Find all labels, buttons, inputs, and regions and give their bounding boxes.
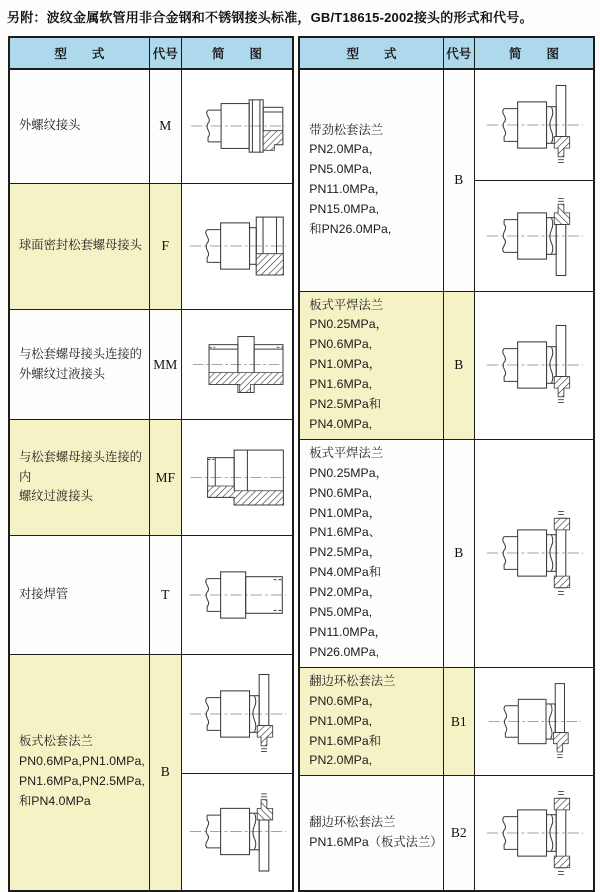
fitting-code-cell: MM [149,309,181,420]
table-row [9,69,293,183]
column-header-type: 型 式 [9,37,149,69]
diagram-cell [474,776,594,891]
page-title: 另附：波纹金属软管用非合金钢和不锈钢接头标准，GB/T18615-2002接头的形式和代号。 [7,10,533,25]
table-row [299,776,594,891]
fitting-type-cell [299,439,443,667]
fitting-code-cell: M [149,69,181,183]
fitting-type-line: 对接焊管 [19,586,69,601]
diagram-cell [181,69,293,183]
fitting-type-cell [9,535,149,654]
diagram-cell [474,69,594,180]
fitting-type-line: PN1.6MPa和PN2.0MPa, [309,733,382,768]
lapped-ring-loose-flange-diagram [481,679,587,764]
fitting-code-cell: T [149,535,181,654]
column-header-diagram: 简 图 [181,37,293,69]
necked-loose-flange-diagram [481,79,587,171]
fitting-type-line: 与松套螺母接头连接的 [19,346,142,361]
fitting-type-cell [9,69,149,183]
necked-loose-flange-diagram [481,190,587,282]
table-row [299,291,594,439]
fitting-type-line: 翻边环松套法兰 [309,815,396,830]
fitting-type-line: 和PN4.0MPa [19,794,91,809]
fitting-type-line: 和PN26.0MPa, [309,222,392,237]
diagram-cell [474,667,594,776]
plate-loose-flange-diagram [184,787,290,876]
fitting-type-cell [9,309,149,420]
fitting-type-line: PN1.6MPa,PN2.5MPa, [19,774,145,789]
male-thread-fitting-diagram [184,83,290,169]
table-row [9,535,293,654]
fitting-type-cell [299,69,443,291]
fitting-code-cell: B [443,291,474,439]
plate-flat-weld-flange-diagram [481,507,587,599]
fitting-type-line: PN0.25MPa，PN0.6MPa, [309,317,388,352]
fitting-code-cell: B [443,439,474,667]
table-row [299,439,594,667]
fitting-type-line: PN0.6MPa,PN1.0MPa, [19,754,145,769]
fitting-type-cell [9,183,149,309]
table-row [9,183,293,309]
fitting-type-line: 外螺纹过液接头 [19,366,106,381]
column-header-type: 型 式 [299,37,443,69]
fitting-type-line: PN2.5MPa，PN4.0MPa和 [309,545,382,580]
fitting-code-cell: B1 [443,667,474,776]
fitting-type-line: 螺纹过渡接头 [19,489,93,504]
column-header-diagram: 简 图 [474,37,594,69]
fitting-type-line: 翻边环松套法兰 [309,673,396,688]
fitting-type-line: 板式平焊法兰 [309,297,384,312]
diagram-cell [181,420,293,535]
fitting-code-cell: B [443,69,474,291]
fitting-code-cell: F [149,183,181,309]
fitting-type-line: PN2.5MPa和PN4.0MPa, [309,397,382,431]
fitting-type-line: PN11.0MPa，PN26.0MPa, [309,625,387,659]
fitting-code-cell: MF [149,420,181,535]
fitting-type-line: PN0.25MPa，PN0.6MPa, [309,465,388,500]
diagram-cell [181,535,293,654]
fitting-type-line: PN1.6MPa（板式法兰） [309,835,443,850]
fitting-type-line: 与松套螺母接头连接的内 [19,449,142,484]
column-header-code: 代号 [149,37,181,69]
fitting-type-line: 带劲松套法兰 [309,122,384,137]
table-row [299,667,594,776]
plate-loose-flange-diagram [184,669,290,759]
fitting-table-left [8,36,294,892]
fitting-type-cell [299,776,443,891]
diagram-cell [181,773,293,891]
fitting-type-line: 板式松套法兰 [19,734,93,749]
diagram-cell [181,309,293,420]
male-thread-adapter-diagram [184,323,290,406]
header-row [9,37,293,69]
butt-weld-pipe-diagram [184,550,290,640]
fitting-type-cell [9,420,149,535]
table-row [9,309,293,420]
fitting-type-line: 板式平焊法兰 [309,445,384,460]
fitting-type-line: PN1.0MPa，PN1.6MPa、 [309,505,382,540]
diagram-cell [181,654,293,773]
column-header-code: 代号 [443,37,474,69]
fitting-type-cell [299,291,443,439]
table-row [299,69,594,180]
fitting-type-line: PN11.0MPa，PN15.0MPa, [309,182,387,217]
female-thread-adapter-diagram [184,434,290,521]
fitting-type-line: PN2.0MPa，PN5.0MPa, [309,142,382,177]
fitting-type-line: 球面密封松套螺母接头 [19,238,142,253]
fitting-type-line: PN2.0MPa，PN5.0MPa, [309,585,382,620]
table-row [9,420,293,535]
spherical-seal-loose-nut-fitting-diagram [184,200,290,292]
fitting-table-right [298,36,595,892]
diagram-cell [474,291,594,439]
table-row [9,654,293,773]
header-row [299,37,594,69]
lapped-ring-loose-flange-diagram [481,787,587,879]
diagram-cell [181,183,293,309]
fitting-type-line: PN0.6MPa，PN1.0MPa, [309,693,382,728]
fitting-type-tables [8,36,595,892]
plate-flat-weld-flange-diagram [481,319,587,411]
fitting-code-cell: B [149,654,181,891]
diagram-cell [474,180,594,291]
fitting-type-line: PN1.0MPa，PN1.6MPa, [309,357,382,392]
diagram-cell [474,439,594,667]
fitting-type-line: 外螺纹接头 [19,118,81,133]
fitting-type-cell [299,667,443,776]
fitting-code-cell: B2 [443,776,474,891]
fitting-type-cell [9,654,149,891]
